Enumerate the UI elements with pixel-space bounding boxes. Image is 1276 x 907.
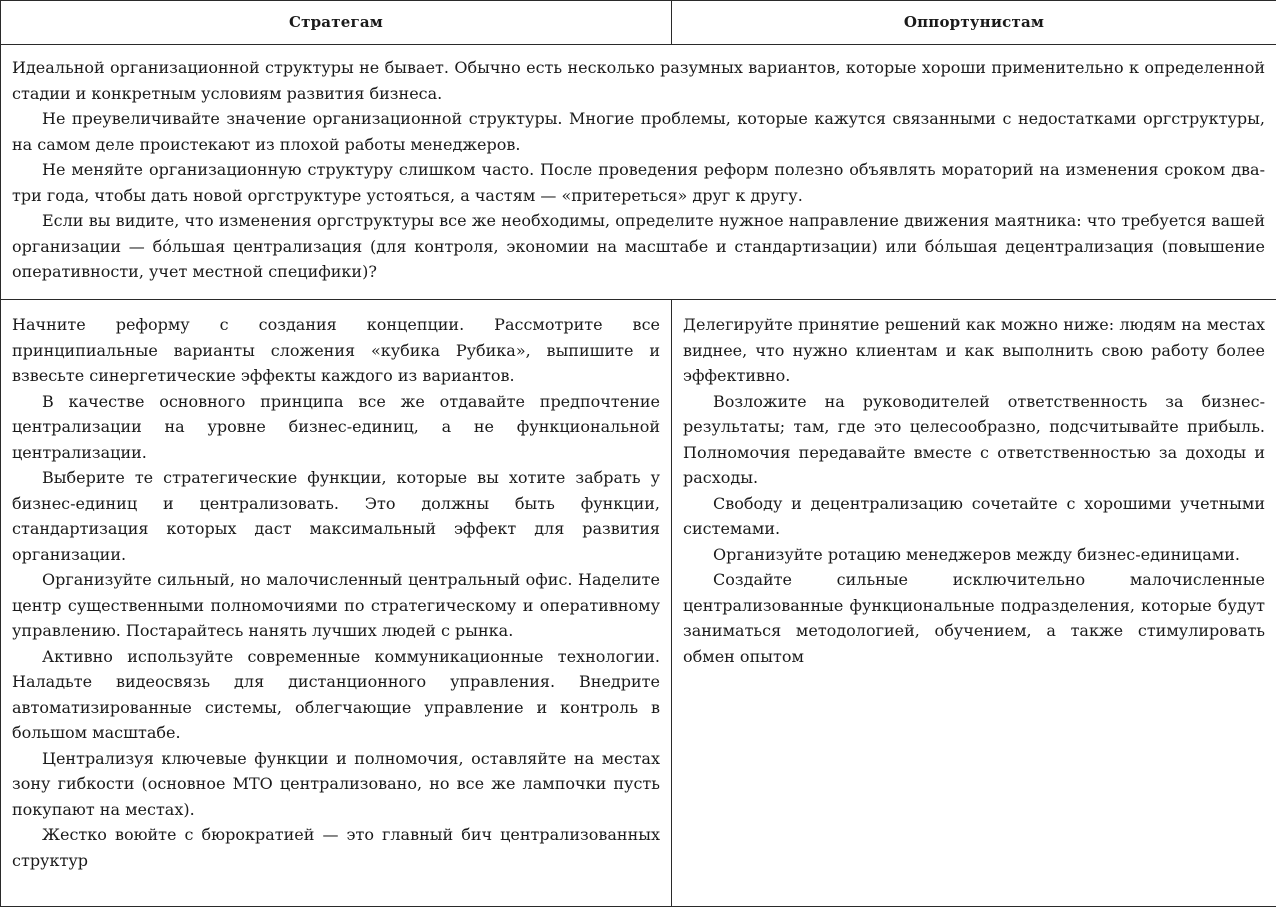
common-advice-row	[1, 45, 1276, 300]
opportunists-paragraph: Организуйте ротацию менеджеров между бизнес-единицами.	[683, 542, 1265, 568]
common-advice-cell	[1, 45, 1276, 300]
strategists-paragraph: Организуйте сильный, но малочисленный центральный офис. Наделите центр существенными полномочиями по стратегическому и оперативному управлению. Постарайтесь нанять лучших людей с рынка.	[12, 567, 660, 644]
header-strategists: Стратегам	[1, 1, 672, 45]
opportunists-paragraph: Создайте сильные исключительно малочисленные централизованные функциональные подразделения, которые будут заниматься методологией, обучением, а также стимулировать обмен опытом	[683, 567, 1265, 669]
opportunists-paragraph: Свободу и децентрализацию сочетайте с хорошими учетными системами.	[683, 491, 1265, 542]
strategists-paragraph: Начните реформу с создания концепции. Рассмотрите все принципиальные варианты сложения «кубика Рубика», выпишите и взвесьте синергетические эффекты каждого из вариантов.	[12, 312, 660, 389]
strategists-paragraph: Выберите те стратегические функции, которые вы хотите забрать у бизнес-единиц и централизовать. Это должны быть функции, стандартизация которых даст максимальный эффект для развития организации.	[12, 465, 660, 567]
opportunists-paragraph: Возложите на руководителей ответственность за бизнес-результаты; там, где это целесообразно, подсчитывайте прибыль. Полномочия передавайте вместе с ответственностью за доходы и расходы.	[683, 389, 1265, 491]
common-paragraph: Идеальной организационной структуры не бывает. Обычно есть несколько разумных вариантов, которые хороши применительно к определенной стадии и конкретным условиям развития бизнеса.	[12, 55, 1265, 106]
common-paragraph: Не меняйте организационную структуру слишком часто. После проведения реформ полезно объявлять мораторий на изменения сроком два-три года, чтобы дать новой оргструктуре устояться, а частям — «притереться» друг к другу.	[12, 157, 1265, 208]
header-opportunists: Оппортунистам	[672, 1, 1276, 45]
opportunists-cell	[672, 300, 1276, 907]
common-paragraph: Не преувеличивайте значение организационной структуры. Многие проблемы, которые кажутся связанными с недостатками оргструктуры, на самом деле проистекают из плохой работы менеджеров.	[12, 106, 1265, 157]
strategists-cell	[1, 300, 672, 907]
strategists-paragraph: В качестве основного принципа все же отдавайте предпочтение централизации на уровне бизнес-единиц, а не функциональной централизации.	[12, 389, 660, 466]
common-paragraph: Если вы видите, что изменения оргструктуры все же необходимы, определите нужное направление движения маятника: что требуется вашей организации — бóльшая централизация (для контроля, экономии на масштабе и стандартизации) или бóльшая децентрализация (повышение оперативности, учет местной специфики)?	[12, 208, 1265, 285]
strategists-paragraph: Активно используйте современные коммуникационные технологии. Наладьте видеосвязь для дистанционного управления. Внедрите автоматизированные системы, облегчающие управление и контроль в большом масштабе.	[12, 644, 660, 746]
strategists-paragraph: Жестко воюйте с бюрократией — это главный бич централизованных структур	[12, 822, 660, 873]
table-header-row	[1, 1, 1276, 45]
strategists-paragraph: Централизуя ключевые функции и полномочия, оставляйте на местах зону гибкости (основное МТО централизовано, но все же лампочки пусть покупают на местах).	[12, 746, 660, 823]
split-advice-row	[1, 300, 1276, 907]
opportunists-paragraph: Делегируйте принятие решений как можно ниже: людям на местах виднее, что нужно клиентам и как выполнить свою работу более эффективно.	[683, 312, 1265, 389]
